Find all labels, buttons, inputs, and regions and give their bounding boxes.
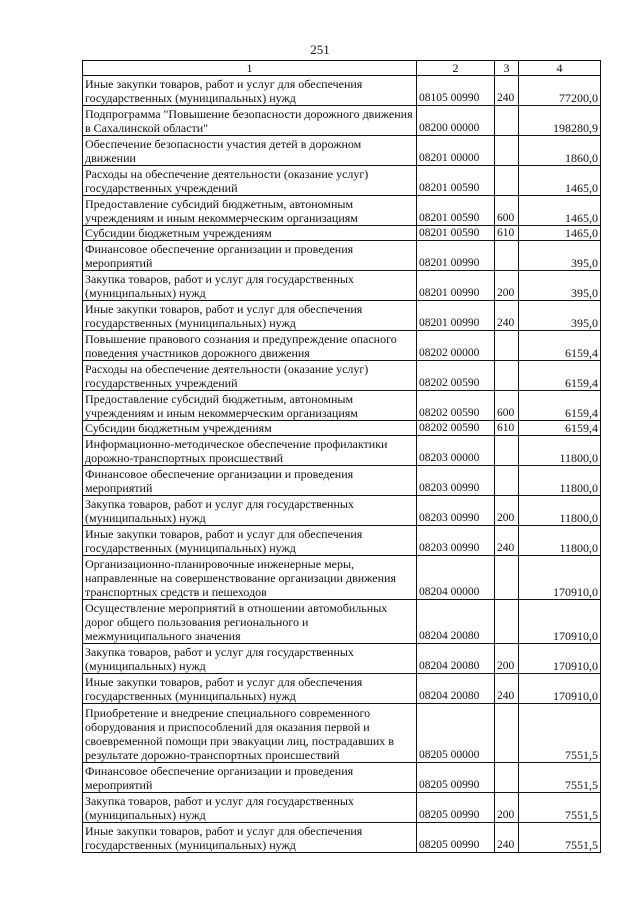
row-name: Иные закупки товаров, работ и услуг для обеспечения государственных (муниципальных) нужд xyxy=(83,526,417,556)
budget-table xyxy=(82,60,601,853)
table-row xyxy=(83,496,601,526)
row-name: Повышение правового сознания и предупреждение опасного поведения участников дорожного движения xyxy=(83,331,417,361)
row-amount: 1465,0 xyxy=(519,226,601,241)
row-type xyxy=(495,704,519,763)
row-amount: 6159,4 xyxy=(519,421,601,436)
row-amount: 1860,0 xyxy=(519,136,601,166)
row-code: 08203 00990 xyxy=(417,466,495,496)
row-type xyxy=(495,600,519,644)
row-name: Субсидии бюджетным учреждениям xyxy=(83,421,417,436)
table-row xyxy=(83,793,601,823)
row-name: Приобретение и внедрение специального современного оборудования и приспособлений для оказания первой и своевременной помощи при эвакуации лиц, пострадавших в результате дорожно-транспортных происшествий xyxy=(83,704,417,763)
row-code: 08205 00990 xyxy=(417,763,495,793)
row-code: 08203 00990 xyxy=(417,496,495,526)
table-row xyxy=(83,526,601,556)
row-amount: 7551,5 xyxy=(519,704,601,763)
table-row xyxy=(83,331,601,361)
table-row xyxy=(83,301,601,331)
row-code: 08201 00990 xyxy=(417,271,495,301)
row-type: 200 xyxy=(495,644,519,674)
page-number: 251 xyxy=(310,42,330,57)
header-col-2: 2 xyxy=(417,61,495,76)
row-amount: 11800,0 xyxy=(519,436,601,466)
row-amount: 11800,0 xyxy=(519,466,601,496)
row-code: 08204 20080 xyxy=(417,674,495,704)
table-row xyxy=(83,600,601,644)
row-name: Осуществление мероприятий в отношении автомобильных дорог общего пользования регионального и межмуниципального значения xyxy=(83,600,417,644)
row-type: 610 xyxy=(495,226,519,241)
row-code: 08204 00000 xyxy=(417,556,495,600)
row-type: 200 xyxy=(495,793,519,823)
row-code: 08202 00000 xyxy=(417,331,495,361)
table-row xyxy=(83,823,601,853)
table-row xyxy=(83,436,601,466)
table-row xyxy=(83,361,601,391)
row-amount: 1465,0 xyxy=(519,166,601,196)
row-code: 08204 20080 xyxy=(417,644,495,674)
row-name: Закупка товаров, работ и услуг для государственных (муниципальных) нужд xyxy=(83,644,417,674)
row-amount: 198280,9 xyxy=(519,106,601,136)
row-name: Финансовое обеспечение организации и проведения мероприятий xyxy=(83,763,417,793)
table-row xyxy=(83,166,601,196)
row-code: 08202 00590 xyxy=(417,421,495,436)
row-name: Иные закупки товаров, работ и услуг для обеспечения государственных (муниципальных) нужд xyxy=(83,76,417,106)
row-code: 08203 00990 xyxy=(417,526,495,556)
row-type xyxy=(495,166,519,196)
table-row xyxy=(83,556,601,600)
row-type xyxy=(495,331,519,361)
table-row xyxy=(83,241,601,271)
row-name: Предоставление субсидий бюджетным, автономным учреждениям и иным некоммерческим организациям xyxy=(83,391,417,421)
table-row xyxy=(83,466,601,496)
row-name: Закупка товаров, работ и услуг для государственных (муниципальных) нужд xyxy=(83,496,417,526)
row-code: 08202 00590 xyxy=(417,361,495,391)
row-name: Закупка товаров, работ и услуг для государственных (муниципальных) нужд xyxy=(83,271,417,301)
row-type: 200 xyxy=(495,496,519,526)
row-name: Закупка товаров, работ и услуг для государственных (муниципальных) нужд xyxy=(83,793,417,823)
table-row xyxy=(83,226,601,241)
row-amount: 7551,5 xyxy=(519,793,601,823)
table-row xyxy=(83,136,601,166)
table-row xyxy=(83,763,601,793)
row-code: 08201 00990 xyxy=(417,241,495,271)
row-amount: 11800,0 xyxy=(519,496,601,526)
row-code: 08205 00990 xyxy=(417,793,495,823)
row-amount: 6159,4 xyxy=(519,391,601,421)
row-amount: 6159,4 xyxy=(519,361,601,391)
row-type xyxy=(495,241,519,271)
row-amount: 7551,5 xyxy=(519,823,601,853)
row-amount: 7551,5 xyxy=(519,763,601,793)
header-col-4: 4 xyxy=(519,61,601,76)
row-amount: 6159,4 xyxy=(519,331,601,361)
row-amount: 170910,0 xyxy=(519,556,601,600)
row-name: Субсидии бюджетным учреждениям xyxy=(83,226,417,241)
table-row xyxy=(83,644,601,674)
row-amount: 395,0 xyxy=(519,301,601,331)
row-code: 08203 00000 xyxy=(417,436,495,466)
row-amount: 1465,0 xyxy=(519,196,601,226)
row-code: 08205 00000 xyxy=(417,704,495,763)
row-name: Иные закупки товаров, работ и услуг для обеспечения государственных (муниципальных) нужд xyxy=(83,674,417,704)
table-row xyxy=(83,76,601,106)
row-name: Финансовое обеспечение организации и проведения мероприятий xyxy=(83,241,417,271)
row-type: 610 xyxy=(495,421,519,436)
row-code: 08105 00990 xyxy=(417,76,495,106)
table-row xyxy=(83,421,601,436)
row-code: 08205 00990 xyxy=(417,823,495,853)
row-name: Расходы на обеспечение деятельности (оказание услуг) государственных учреждений xyxy=(83,361,417,391)
row-name: Организационно-планировочные инженерные меры, направленные на совершенствование организации движения транспортных средств и пешеходов xyxy=(83,556,417,600)
row-amount: 77200,0 xyxy=(519,76,601,106)
row-type: 240 xyxy=(495,526,519,556)
row-type: 240 xyxy=(495,301,519,331)
row-type xyxy=(495,106,519,136)
row-amount: 170910,0 xyxy=(519,600,601,644)
row-type xyxy=(495,136,519,166)
row-name: Расходы на обеспечение деятельности (оказание услуг) государственных учреждений xyxy=(83,166,417,196)
row-amount: 170910,0 xyxy=(519,674,601,704)
header-col-3: 3 xyxy=(495,61,519,76)
table-row xyxy=(83,391,601,421)
row-name: Иные закупки товаров, работ и услуг для обеспечения государственных (муниципальных) нужд xyxy=(83,823,417,853)
row-name: Финансовое обеспечение организации и проведения мероприятий xyxy=(83,466,417,496)
row-amount: 11800,0 xyxy=(519,526,601,556)
row-code: 08201 00000 xyxy=(417,136,495,166)
row-type: 240 xyxy=(495,674,519,704)
header-col-1: 1 xyxy=(83,61,417,76)
row-amount: 395,0 xyxy=(519,241,601,271)
row-name: Обеспечение безопасности участия детей в дорожном движении xyxy=(83,136,417,166)
row-type: 600 xyxy=(495,391,519,421)
row-code: 08201 00990 xyxy=(417,301,495,331)
row-type xyxy=(495,361,519,391)
table-row xyxy=(83,106,601,136)
row-code: 08201 00590 xyxy=(417,196,495,226)
row-type xyxy=(495,763,519,793)
row-code: 08202 00590 xyxy=(417,391,495,421)
row-amount: 395,0 xyxy=(519,271,601,301)
row-name: Иные закупки товаров, работ и услуг для обеспечения государственных (муниципальных) нужд xyxy=(83,301,417,331)
row-type: 240 xyxy=(495,823,519,853)
row-type xyxy=(495,436,519,466)
row-code: 08200 00000 xyxy=(417,106,495,136)
row-code: 08201 00590 xyxy=(417,166,495,196)
row-name: Подпрограмма "Повышение безопасности дорожного движения в Сахалинской области" xyxy=(83,106,417,136)
row-name: Информационно-методическое обеспечение профилактики дорожно-транспортных происшествий xyxy=(83,436,417,466)
table-header-row xyxy=(83,61,601,76)
row-code: 08204 20080 xyxy=(417,600,495,644)
table-row xyxy=(83,196,601,226)
row-type xyxy=(495,466,519,496)
row-name: Предоставление субсидий бюджетным, автономным учреждениям и иным некоммерческим организациям xyxy=(83,196,417,226)
table-row xyxy=(83,674,601,704)
row-type: 240 xyxy=(495,76,519,106)
row-code: 08201 00590 xyxy=(417,226,495,241)
row-type xyxy=(495,556,519,600)
table-row xyxy=(83,271,601,301)
table-row xyxy=(83,704,601,763)
row-amount: 170910,0 xyxy=(519,644,601,674)
row-type: 600 xyxy=(495,196,519,226)
row-type: 200 xyxy=(495,271,519,301)
